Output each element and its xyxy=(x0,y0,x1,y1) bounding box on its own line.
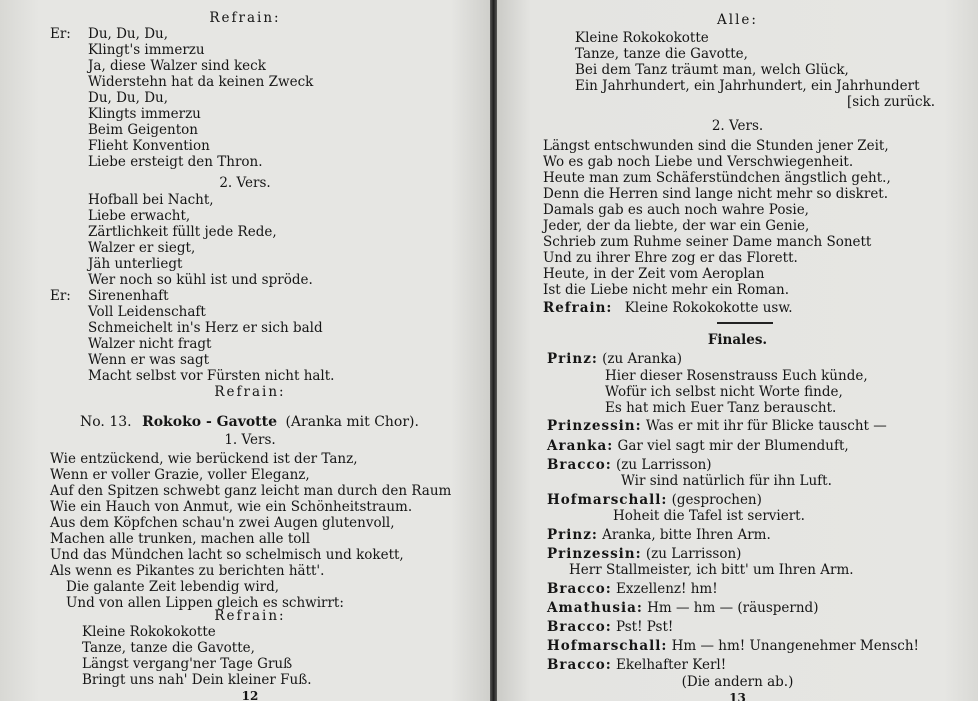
speaker-name: Prinz: xyxy=(547,351,598,367)
verse-line: Tanze, tanze die Gavotte, xyxy=(82,640,255,656)
verse-line: Schrieb zum Ruhme seiner Dame manch Sonett xyxy=(543,234,872,250)
dialogue-line: Wir sind natürlich für ihn Luft. xyxy=(621,473,832,489)
dialogue-line: Herr Stallmeister, ich bitt' um Ihren Arm. xyxy=(569,562,854,578)
verse-line: Längst vergang'ner Tage Gruß xyxy=(82,656,293,672)
verse-line: Schmeichelt in's Herz er sich bald xyxy=(88,320,323,336)
dialogue-text: Gar viel sagt mir der Blumenduft, xyxy=(617,438,849,454)
refrain-heading: Refrain: xyxy=(214,608,286,624)
number-heading xyxy=(80,414,419,430)
verse-line: Zärtlichkeit füllt jede Rede, xyxy=(88,224,277,240)
verse-line: Kleine Rokokokotte xyxy=(82,624,216,640)
dialogue-line xyxy=(547,457,712,473)
dialogue-text: Hm — hm — (räuspernd) xyxy=(647,600,819,616)
verse-line: Auf den Spitzen schwebt ganz leicht man durch den Raum xyxy=(50,483,452,499)
speaker-name: Bracco: xyxy=(547,657,612,673)
verse-line: Liebe ersteigt den Thron. xyxy=(88,154,263,170)
refrain-heading: Refrain: xyxy=(214,384,286,400)
song-cast: (Aranka mit Chor). xyxy=(285,414,419,430)
verse-line: Wo es gab noch Liebe und Verschwiegenheit. xyxy=(543,154,854,170)
dialogue-text: Exzellenz! hm! xyxy=(616,581,718,597)
verse-heading: 2. Vers. xyxy=(219,175,271,191)
verse-line: Und von allen Lippen gleich es schwirrt: xyxy=(66,595,344,611)
verse-line: Hofball bei Nacht, xyxy=(88,192,214,208)
speaker-name: Amathusia: xyxy=(547,600,643,616)
dialogue-line xyxy=(547,546,741,562)
verse-line: Ein Jahrhundert, ein Jahrhundert, ein Jahrhundert xyxy=(575,78,920,94)
verse-line: Machen alle trunken, machen alle toll xyxy=(50,531,311,547)
verse-line: Widerstehn hat da keinen Zweck xyxy=(88,74,314,90)
verse-line: [sich zurück. xyxy=(847,94,936,110)
section-heading: Finales. xyxy=(707,332,768,348)
dialogue-line xyxy=(547,492,762,508)
speaker-name: Prinzessin: xyxy=(547,418,642,434)
verse-line: Wenn er voller Grazie, voller Eleganz, xyxy=(50,467,310,483)
dialogue-text: (zu Larrisson) xyxy=(645,546,742,562)
speaker-name: Hofmarschall: xyxy=(547,638,668,654)
verse-line: Macht selbst vor Fürsten nicht halt. xyxy=(88,368,335,384)
speaker-name: Prinz: xyxy=(547,527,598,543)
dialogue-line xyxy=(547,351,682,367)
verse-line: Sirenenhaft xyxy=(88,288,169,304)
dialogue-text: Pst! Pst! xyxy=(616,619,674,635)
dialogue-line: Es hat mich Euer Tanz berauscht. xyxy=(605,400,837,416)
verse-line: Du, Du, Du, xyxy=(88,90,169,106)
speaker-name: Bracco: xyxy=(547,581,612,597)
verse-line: Walzer er siegt, xyxy=(88,240,196,256)
verse-line: Klingt's immerzu xyxy=(88,42,205,58)
dialogue-text: Hm — hm! Unangenehmer Mensch! xyxy=(671,638,919,654)
verse-line: Du, Du, Du, xyxy=(88,26,169,42)
dialogue-line xyxy=(547,619,673,635)
verse-line: Kleine Rokokokotte xyxy=(575,30,709,46)
verse-line: Die galante Zeit lebendig wird, xyxy=(66,579,280,595)
dialogue-text: Aranka, bitte Ihren Arm. xyxy=(602,527,771,543)
refrain-text: Kleine Rokokokotte usw. xyxy=(624,300,793,316)
verse-line: Damals gab es auch noch wahre Posie, xyxy=(543,202,809,218)
page-number: 12 xyxy=(241,689,259,701)
dialogue-line xyxy=(547,418,887,434)
verse-line: Wie ein Hauch von Anmut, wie ein Schönheitstraum. xyxy=(50,499,413,515)
verse-line: Als wenn es Pikantes zu berichten hätt'. xyxy=(50,563,325,579)
page-right xyxy=(497,0,978,701)
dialogue-line xyxy=(547,657,726,673)
verse-line: Bei dem Tanz träumt man, welch Glück, xyxy=(575,62,849,78)
verse-line: Klingts immerzu xyxy=(88,106,201,122)
speaker-name: Hofmarschall: xyxy=(547,492,668,508)
verse-line: Und das Mündchen lacht so schelmisch und kokett, xyxy=(50,547,404,563)
chorus-heading: Alle: xyxy=(717,12,758,28)
dialogue-text: Was er mit ihr für Blicke tauscht — xyxy=(645,418,887,434)
speaker-name: Bracco: xyxy=(547,457,612,473)
book-gutter xyxy=(490,0,497,701)
speaker-name: Aranka: xyxy=(547,438,614,454)
dialogue-line xyxy=(547,638,919,654)
verse-line: Liebe erwacht, xyxy=(88,208,191,224)
dialogue-text: (zu Aranka) xyxy=(602,351,682,367)
verse-heading: 1. Vers. xyxy=(224,432,276,448)
song-title: Rokoko - Gavotte xyxy=(142,414,278,430)
verse-line: Flieht Konvention xyxy=(88,138,210,154)
verse-line: Ja, diese Walzer sind keck xyxy=(88,58,266,74)
verse-line: Wie entzückend, wie berückend ist der Tanz, xyxy=(50,451,358,467)
verse-line: Walzer nicht fragt xyxy=(88,336,212,352)
refrain-reference xyxy=(543,300,793,316)
verse-line: Wer noch so kühl ist und spröde. xyxy=(88,272,313,288)
refrain-label: Refrain: xyxy=(543,300,613,316)
dialogue-text: Ekelhafter Kerl! xyxy=(616,657,727,673)
verse-line: Tanze, tanze die Gavotte, xyxy=(575,46,748,62)
number-label: No. 13. xyxy=(80,414,132,430)
dialogue-line: Hoheit die Tafel ist serviert. xyxy=(613,508,805,524)
verse-line: Jeder, der da liebte, der war ein Genie, xyxy=(543,218,810,234)
verse-line: Und zu ihrer Ehre zog er das Florett. xyxy=(543,250,798,266)
verse-line: Beim Geigenton xyxy=(88,122,198,138)
verse-line: Jäh unterliegt xyxy=(88,256,183,272)
verse-line: Ist die Liebe nicht mehr ein Roman. xyxy=(543,282,790,298)
speaker-name: Prinzessin: xyxy=(547,546,642,562)
dialogue-line: Hier dieser Rosenstrauss Euch künde, xyxy=(605,368,868,384)
stage-direction: (Die andern ab.) xyxy=(681,674,794,690)
verse-line: Denn die Herren sind lange nicht mehr so diskret. xyxy=(543,186,889,202)
page-number: 13 xyxy=(729,691,746,701)
dialogue-text: (gesprochen) xyxy=(671,492,762,508)
verse-line: Wenn er was sagt xyxy=(88,352,210,368)
dialogue-line xyxy=(547,438,849,454)
dialogue-line xyxy=(547,527,771,543)
verse-line: Heute, in der Zeit vom Aeroplan xyxy=(543,266,765,282)
dialogue-line xyxy=(547,581,718,597)
speaker-label: Er: xyxy=(50,288,71,304)
verse-heading: 2. Vers. xyxy=(711,118,764,134)
speaker-name: Bracco: xyxy=(547,619,612,635)
verse-line: Heute man zum Schäferstündchen ängstlich geht., xyxy=(543,170,891,186)
speaker-label: Er: xyxy=(50,26,71,42)
verse-line: Bringt uns nah' Dein kleiner Fuß. xyxy=(82,672,312,688)
verse-line: Längst entschwunden sind die Stunden jener Zeit, xyxy=(543,138,889,154)
refrain-heading: Refrain: xyxy=(209,10,281,26)
verse-line: Aus dem Köpfchen schau'n zwei Augen glutenvoll, xyxy=(50,515,395,531)
section-divider xyxy=(717,322,773,324)
dialogue-text: (zu Larrisson) xyxy=(616,457,712,473)
dialogue-line: Wofür ich selbst nicht Worte finde, xyxy=(605,384,843,400)
dialogue-line xyxy=(547,600,818,616)
verse-line: Voll Leidenschaft xyxy=(88,304,206,320)
